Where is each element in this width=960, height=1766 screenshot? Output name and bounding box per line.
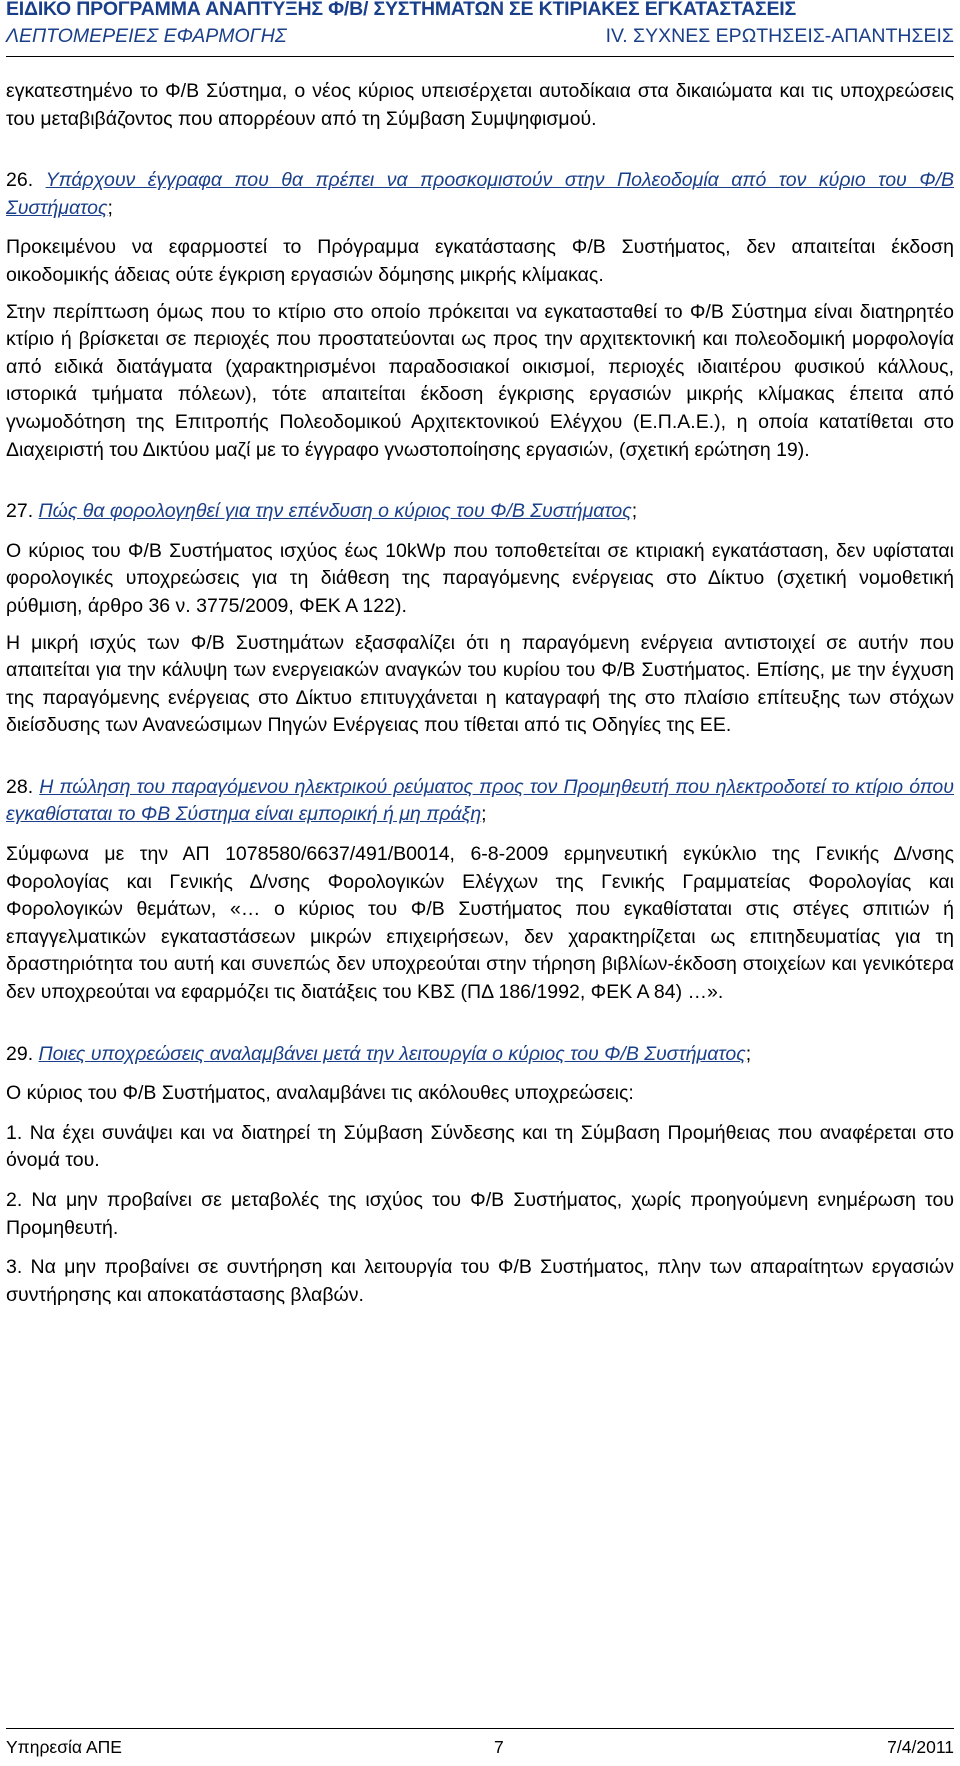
question-28 — [6, 774, 954, 829]
question-mark: ; — [745, 1042, 752, 1065]
footer-page-number: 7 — [494, 1737, 504, 1757]
page-content — [6, 78, 954, 1309]
question-text: Πώς θα φορολογηθεί για την επένδυση ο κύριος του Φ/Β Συστήματος — [38, 500, 632, 523]
question-26 — [6, 167, 954, 222]
answer-29-p1: Ο κύριος του Φ/Β Συστήματος, αναλαμβάνει τις ακόλουθες υποχρεώσεις: — [6, 1082, 634, 1105]
question-mark: ; — [481, 803, 487, 826]
question-number: 26. — [6, 169, 46, 192]
footer-date: 7/4/2011 — [887, 1737, 954, 1757]
intro-paragraph: εγκατεστημένο το Φ/Β Σύστημα, ο νέος κύριος υπεισέρχεται αυτοδίκαια στα δικαιώματα και τις υποχρεώσεις του μεταβιβάζοντος που απορρέουν από τη Σύμβαση Συμψηφισμού. — [6, 80, 954, 130]
page-header — [6, 0, 954, 57]
obligation-item-1: 1. Να έχει συνάψει και να διατηρεί τη Σύμβαση Σύνδεσης και τη Σύμβαση Προμήθειας που αναφέρεται στο όνομά του. — [6, 1121, 954, 1172]
question-29 — [6, 1041, 954, 1069]
header-subtitle-row — [6, 25, 954, 48]
question-number: 28. — [6, 775, 40, 798]
obligation-item-2: 2. Να μην προβαίνει σε μεταβολές της ισχύος του Φ/Β Συστήματος, χωρίς προηγούμενη ενημέρωση του Προμηθευτή. — [6, 1189, 954, 1239]
answer-28-p1: Σύμφωνα με την ΑΠ 1078580/6637/491/Β0014, 6-8-2009 ερμηνευτική εγκύκλιο της Γενικής Δ/νσης Φορολογίας και Γενικής Δ/νσης Φορολογικών Ελέγχων της Γενικής Γραμματείας Φορολογίας και Φορολογικών θεμάτων, «… ο κύριος του Φ/Β Συστήματος που εγκαθίσταται στις στέγες σπιτιών ή επαγγελματικών εγκαταστάσεων μικρών επιχειρήσεων, δεν χαρακτηρίζεται ως επιτηδευματίας για τη δραστηριότητα του αυτή και συνεπώς δεν υποχρεούται στην τήρηση βιβλίων-έκδοση στοιχείων και γενικότερα δεν υποχρεούται να εφαρμόζει τις διατάξεις του ΚΒΣ (ΠΔ 186/1992, ΦΕΚ Α 84) …». — [6, 843, 954, 1004]
header-title: ΕΙΔΙΚΟ ΠΡΟΓΡΑΜΜΑ ΑΝΑΠΤΥΞΗΣ Φ/Β/ ΣΥΣΤΗΜΑΤΩΝ ΣΕ ΚΤΙΡΙΑΚΕΣ ΕΓΚΑΤΑΣΤΑΣΕΙΣ — [6, 0, 797, 20]
question-number: 27. — [6, 500, 39, 523]
question-27 — [6, 498, 954, 526]
question-text: Υπάρχουν έγγραφα που θα πρέπει να προσκομιστούν στην Πολεοδομία από τον κύριο του Φ/Β Συστήματος — [6, 169, 954, 219]
question-mark: ; — [107, 196, 113, 219]
page-footer — [6, 1728, 954, 1759]
footer-department: Υπηρεσία ΑΠΕ — [6, 1737, 122, 1757]
header-right: IV. ΣΥΧΝΕΣ ΕΡΩΤΗΣΕΙΣ-ΑΠΑΝΤΗΣΕΙΣ — [605, 25, 954, 47]
answer-27-p2: Η μικρή ισχύς των Φ/Β Συστημάτων εξασφαλίζει ότι η παραγόμενη ενέργεια αντιστοιχεί σε αυτήν που απαιτείται για την κάλυψη των ενεργειακών αναγκών του κυρίου του Φ/Β Συστήματος. Επίσης, με την έγχυση της παραγόμενης ενέργειας στο Δίκτυο επιτυγχάνεται η καταγραφή της στο πλαίσιο επίτευξης των στόχων διείσδυσης των Ανανεώσιμων Πηγών Ενέργειας που τίθεται από τις Οδηγίες της ΕΕ. — [6, 631, 954, 737]
answer-27-p1: Ο κύριος του Φ/Β Συστήματος ισχύος έως 10kWp που τοποθετείται σε κτιριακή εγκατάσταση, δεν υφίσταται φορολογικές υποχρεώσεις για τη διάθεση της παραγόμενης ενέργειας στο Δίκτυο (σχετική νομοθετική ρύθμιση, άρθρο 36 ν. 3775/2009, ΦΕΚ Α 122). — [6, 539, 954, 617]
question-text: Ποιες υποχρεώσεις αναλαμβάνει μετά την λειτουργία ο κύριος του Φ/Β Συστήματος — [38, 1042, 746, 1065]
question-mark: ; — [631, 500, 638, 523]
answer-26-p2: Στην περίπτωση όμως που το κτίριο στο οποίο πρόκειται να εγκατασταθεί το Φ/Β Σύστημα είναι διατηρητέο κτίριο ή βρίσκεται σε περιοχές που προστατεύονται ως προς την αρχιτεκτονική και πολεοδομική μορφολογία από ειδικά διατάγματα (χαρακτηρισμένοι παραδοσιακοί οικισμοί, περιοχές ιδιαιτέρου φυσικού κάλλους, ιστορικά τμήματα πόλεων), τότε απαιτείται έκδοση έγκρισης εργασιών μικρής κλίμακας έπειτα από γνωμοδότηση της Επιτροπής Πολεοδομικού Αρχιτεκτονικού Ελέγχου (Ε.Π.Α.Ε.), η οποία κατατίθεται στο Διαχειριστή του Δικτύου μαζί με το έγγραφο γνωστοποίησης εργασιών, (σχετική ερώτηση 19). — [6, 300, 954, 461]
answer-26-p1: Προκειμένου να εφαρμοστεί το Πρόγραμμα εγκατάστασης Φ/Β Συστήματος, δεν απαιτείται έκδοση οικοδομικής άδειας ούτε έγκριση εργασιών δόμησης μικρής κλίμακας. — [6, 236, 954, 286]
obligation-item-3: 3. Να μην προβαίνει σε συντήρηση και λειτουργία του Φ/Β Συστήματος, πλην των απαραίτητων εργασιών συντήρησης και αποκατάστασης βλαβών. — [6, 1256, 954, 1306]
question-number: 29. — [6, 1042, 39, 1065]
question-text: Η πώληση του παραγόμενου ηλεκτρικού ρεύματος προς τον Προμηθευτή που ηλεκτροδοτεί το κτίριο όπου εγκαθίσταται το ΦΒ Σύστημα είναι εμπορική ή μη πράξη — [6, 775, 954, 826]
header-left: ΛΕΠΤΟΜΕΡΕΙΕΣ ΕΦΑΡΜΟΓΗΣ — [6, 25, 287, 47]
